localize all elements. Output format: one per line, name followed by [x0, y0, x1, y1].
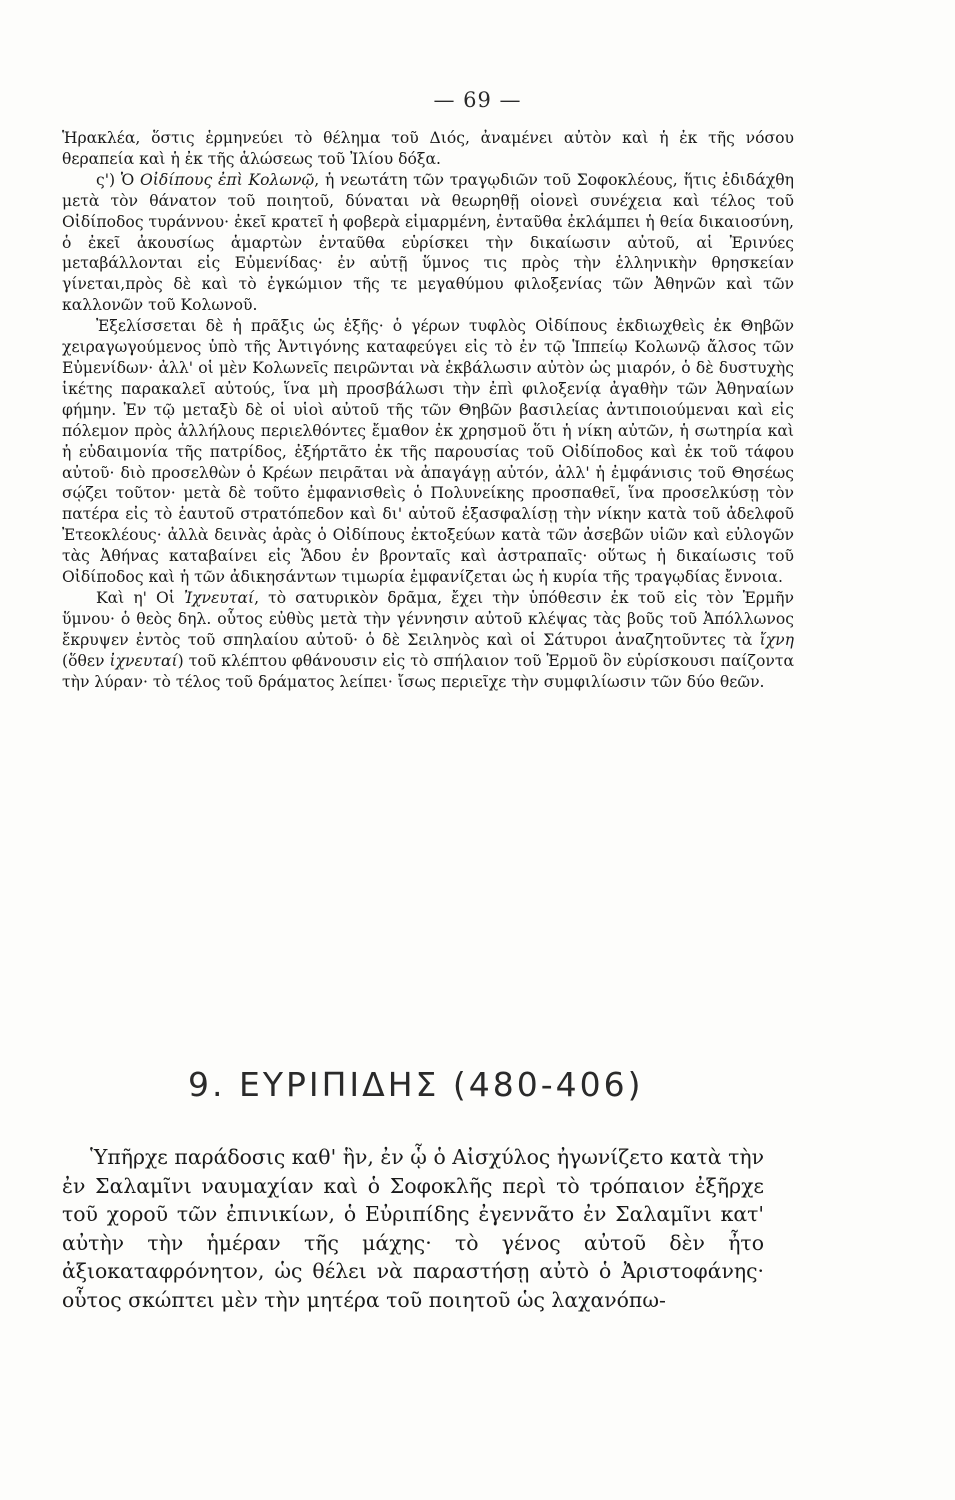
paragraph-4-lead: Καὶ η' Οἱ	[96, 588, 184, 607]
paragraph-3: Ἐξελίσσεται δὲ ἡ πρᾶξις ὡς ἑξῆς· ὁ γέρων τυφλὸς Οἰδίπους ἐκδιωχθεὶς ἐκ Θηβῶν χειραγωγούμενος ὑπὸ τῆς Ἀντιγόνης καταφεύγει εἰς τὸ ἐν τῷ Ἱππείῳ Κολωνῷ ἄλσος τῶν Εὐμενίδων· ἀλλ' οἱ μὲν Κολωνεῖς πειρῶνται νὰ ἐκβάλωσιν αὐτὸν ὡς μιαρόν, ὁ δὲ δυστυχὴς ἱκέτης παρακαλεῖ αὐτούς, ἵνα μὴ προσβάλωσι τὴν ἐπὶ φιλοξενίᾳ ἀγαθὴν τῶν Ἀθηναίων φήμην. Ἐν τῷ μεταξὺ δὲ οἱ υἱοὶ αὐτοῦ τῆς τῶν Θηβῶν βασιλείας ἀντιποιούμεναι καὶ εἰς πόλεμον πρὸς ἀλλήλους περιελθόντες ἔμαθον ἐκ χρησμοῦ ὅτι ἡ νίκη αὐτῶν, ἡ σωτηρία καὶ ἡ εὐδαιμονία τῆς πατρίδος, ἐξήρτᾶτο ἐκ τῆς παρουσίας τοῦ Οἰδίποδος καὶ ἐκ τοῦ τάφου αὐτοῦ· διὸ προσελθὼν ὁ Κρέων πειρᾶται νὰ ἀπαγάγῃ αὐτόν, ἀλλ' ἡ ἐμφάνισις τοῦ Θησέως σῴζει τοῦτον· μετὰ δὲ τοῦτο ἐμφανισθεὶς ὁ Πολυνείκης προσπαθεῖ, ἵνα προσελκύσῃ τὸν πατέρα εἰς τὸ ἑαυτοῦ στρατόπεδον καὶ δι' αὐτοῦ ἐξασφαλίσῃ τὴν νίκην κατὰ τοῦ ἀδελφοῦ Ἐτεοκλέους· ἀλλὰ δεινὰς ἀρὰς ὁ Οἰδίπους ἐκτοξεύων κατὰ τῶν ἀσεβῶν υἱῶν καὶ εὐλογῶν τὰς Ἀθήνας καταβαίνει εἰς Ἅδου ἐν βρονταῖς καὶ ἀστραπαῖς· οὕτως ἡ δικαίωσις τοῦ Οἰδίποδος καὶ ἡ τῶν ἀδικησάντων τιμωρία ἐμφανίζεται ὡς ἡ κυρία τῆς τραγῳδίας ἔννοια.	[62, 317, 794, 587]
body-text	[62, 128, 794, 692]
page-number: — 69 —	[433, 88, 522, 112]
play-title-ichneutae: Ἰχνευταί	[183, 588, 255, 607]
paragraph-4	[62, 588, 794, 693]
paragraph-4-text-3: ) τοῦ κλέπτου φθάνουσιν εἰς τὸ σπήλαιον τοῦ Ἑρμοῦ ὃν εὑρίσκουσι παίζοντα τὴν λύραν· τὸ τέλος τοῦ δράματος λείπει· ἴσως περιεῖχε τὴν συμφιλίωσιν τῶν δύο θεῶν.	[62, 651, 794, 691]
section-paragraph: Ὑπῆρχε παράδοσις καθ' ἣν, ἐν ᾧ ὁ Αἰσχύλος ἠγωνίζετο κατὰ τὴν ἐν Σαλαμῖνι ναυμαχίαν καὶ ὁ Σοφοκλῆς περὶ τὸ τρόπαιον ἐξῆρχε τοῦ χοροῦ τῶν ἐπινικίων, ὁ Εὐριπίδης ἐγεννᾶτο ἐν Σαλαμῖνι κατ' αὐτὴν τὴν ἡμέραν τῆς μάχης· τὸ γένος αὐτοῦ δὲν ἦτο ἀξιοκαταφρόνητον, ὡς θέλει νὰ παραστήσῃ αὐτὸ ὁ Ἀριστοφάνης· οὗτος σκώπτει μὲν τὴν μητέρα τοῦ ποιητοῦ ὡς λαχανόπω-	[62, 1145, 764, 1312]
play-title-oedipus-at-colonus: Οἰδίπους ἐπὶ Κολωνῷ	[139, 170, 315, 189]
section-body	[62, 1143, 764, 1315]
paragraph-2-text: , ἡ νεωτάτη τῶν τραγῳδιῶν τοῦ Σοφοκλέους, ἥτις ἐδιδάχθη μετὰ τὸν θάνατον τοῦ ποιητοῦ, δύναται νὰ θεωρηθῇ οἱονεὶ συνέχεια καὶ τέλος τοῦ Οἰδίποδος τυράννου· ἐκεῖ κρατεῖ ἡ φοβερὰ εἱμαρμένη, ἐνταῦθα ἐκλάμπει ἡ θεία δικαιοσύνη, ὁ ἐκεῖ ἀκουσίως ἁμαρτὼν ἐνταῦθα εὑρίσκει τὴν δικαίωσιν αὐτοῦ, αἱ Ἐρινύες μεταβάλλονται εἰς Εὐμενίδας· ἐν αὐτῇ ὕμνος τις πρὸς τὴν ἑλληνικὴν θρησκείαν γίνεται,πρὸς δὲ καὶ τὸ ἐγκώμιον τῆς τε μεγαθύμου φιλοξενίας τῶν Ἀθηνῶν καὶ τῶν καλλονῶν τοῦ Κολωνοῦ.	[62, 170, 795, 315]
word-ichne: ἴχνη	[759, 630, 794, 649]
paragraph-4-text: , τὸ σατυρικὸν δρᾶμα, ἔχει τὴν ὑπόθεσιν ἐκ τοῦ εἰς τὸν Ἑρμῆν ὕμνου· ὁ θεὸς δηλ. οὗτος εὐθὺς μετὰ τὴν γέννησιν αὐτοῦ κλέψας τὰς βοῦς τοῦ Ἀπόλλωνος ἔκρυψεν ἐντὸς τοῦ σπηλαίου αὐτοῦ· ὁ δὲ Σειληνὸς καὶ οἱ Σάτυροι ἀναζητοῦντες τὰ	[62, 588, 794, 649]
paragraph-2	[62, 170, 794, 316]
paragraph-1: Ἡρακλέα, ὅστις ἑρμηνεύει τὸ θέλημα τοῦ Διός, ἀναμένει αὐτὸν καὶ ἡ ἐκ τῆς νόσου θεραπεία καὶ ἡ ἐκ τῆς ἁλώσεως τοῦ Ἰλίου δόξα.	[62, 129, 794, 168]
paragraph-4-text-2: (ὅθεν	[62, 651, 110, 670]
section-heading: 9. ΕΥΡΙΠΙΔΗΣ (480-406)	[188, 1065, 644, 1104]
word-ichneutai: ἰχνευταί	[109, 651, 178, 670]
paragraph-2-lead: ς') Ὁ	[96, 170, 140, 189]
